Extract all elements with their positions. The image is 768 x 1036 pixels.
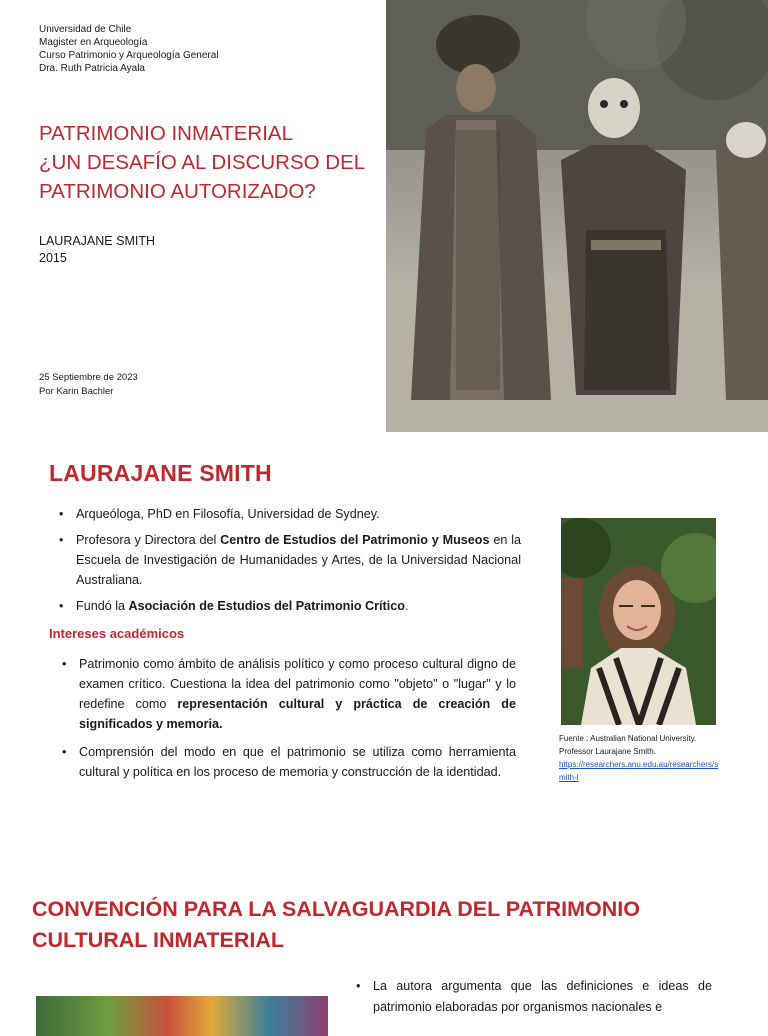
slide-title: LAURAJANE SMITH (49, 460, 272, 486)
interest-item-text: Comprensión del modo en que el patrimonio se utiliza como herramienta cultural y política en los proceso de memoria y construcción de la identidad. (79, 745, 516, 779)
caption-source: Fuente : Australian National University. (559, 734, 697, 743)
bio-list (51, 504, 521, 622)
bio-item (51, 504, 521, 524)
author-slide (0, 432, 768, 864)
interests-list (54, 654, 516, 790)
slide-title: CONVENCIÓN PARA LA SALVAGUARDIA DEL PATRIMONIO CULTURAL INMATERIAL (32, 897, 640, 952)
caption-name: Professor Laurajane Smith. (559, 747, 656, 756)
interest-item (54, 742, 516, 782)
argument-list (348, 976, 712, 1024)
bio-item-text: Fundó la (76, 599, 129, 613)
author-portrait-drawing (561, 518, 716, 725)
university-name: Universidad de Chile (39, 24, 132, 35)
course-header (39, 23, 359, 75)
title-line-3: PATRIMONIO AUTORIZADO? (39, 180, 316, 203)
title-line-1: PATRIMONIO INMATERIAL (39, 122, 293, 145)
bio-item (51, 596, 521, 616)
author-portrait (561, 518, 716, 725)
title-slide (0, 0, 768, 432)
presentation-date: 25 Septiembre de 2023 (39, 372, 138, 383)
presentation-title (39, 119, 384, 206)
historical-photo-drawing (386, 0, 768, 432)
bio-item-text: Profesora y Directora del (76, 533, 221, 547)
bio-item (51, 530, 521, 590)
course-name: Curso Patrimonio y Arqueología General (39, 50, 219, 61)
festival-photo (36, 996, 328, 1036)
author-block (39, 233, 155, 267)
program-name: Magister en Arqueología (39, 37, 148, 48)
interest-item-bold: representación cultural y práctica de creación de significados y memoria. (79, 697, 516, 731)
professor-name: Dra. Ruth Patricia Ayala (39, 63, 145, 74)
date-block (39, 371, 138, 399)
bio-item-text: en la Escuela de Investigación de Humanidades y Artes, de la Universidad Nacional Australiana. (76, 533, 522, 587)
interests-heading: Intereses académicos (49, 626, 185, 641)
interest-item-text: Patrimonio como ámbito de análisis político y como proceso cultural digno de examen crítico. Cuestiona la idea del patrimonio como "objeto" o "lugar" y lo redefine como (79, 657, 516, 711)
argument-item-text: La autora argumenta que las definiciones e ideas de patrimonio elaboradas por organismos nacionales e (373, 979, 712, 1014)
bio-item-text: . (404, 599, 409, 613)
source-link[interactable]: https://researchers.anu.edu.au/researchers/smith-l (559, 760, 719, 782)
interest-item (54, 654, 516, 734)
argument-item (348, 976, 712, 1018)
historical-photo (386, 0, 768, 432)
author-name: LAURAJANE SMITH (39, 234, 155, 248)
bio-item-bold: Centro de Estudios del Patrimonio y Museos (220, 533, 490, 547)
title-line-2: ¿UN DESAFÍO AL DISCURSO DEL (39, 151, 366, 174)
bio-item-bold: Asociación de Estudios del Patrimonio Crítico (128, 599, 405, 613)
portrait-caption (559, 732, 724, 784)
convention-slide (0, 864, 768, 1024)
presenter-name: Por Karin Bachler (39, 386, 114, 397)
publication-year: 2015 (39, 251, 67, 265)
bio-item-text: Arqueóloga, PhD en Filosofía, Universidad de Sydney. (76, 507, 380, 521)
